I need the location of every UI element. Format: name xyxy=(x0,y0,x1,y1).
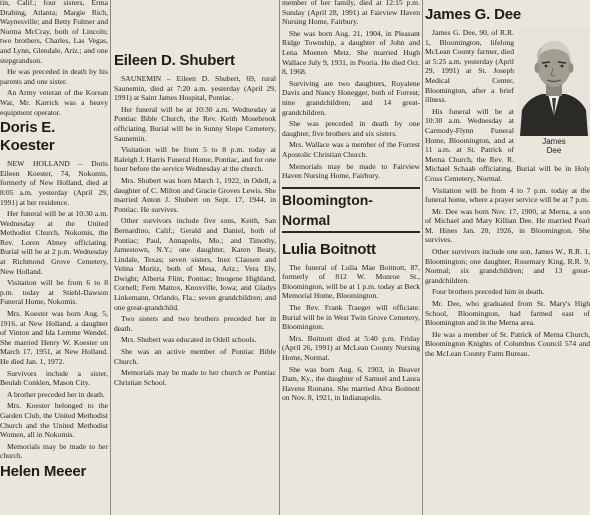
column-1 xyxy=(0,0,108,515)
column-4 xyxy=(425,0,590,515)
column-rule xyxy=(422,0,423,515)
obit-paragraph: Mrs. Shubert was educated in Odell schools. xyxy=(121,335,257,345)
obituary-headline: Eileen D. Shubert xyxy=(114,52,235,69)
column-3 xyxy=(282,0,420,515)
karrick-obituary-continuation xyxy=(0,0,108,117)
obit-paragraph: She was an active member of Pontiac Bible Church. xyxy=(114,347,276,366)
obit-paragraph: member of her family, died at 12:15 p.m. Sunday (April 28, 1991) at Fairview Haven Nursing Home, Fairbury. xyxy=(282,0,420,27)
column-rule xyxy=(110,0,111,515)
column-2 xyxy=(114,0,276,515)
obit-paragraph: She was born Aug. 21, 1904, in Pleasant Ridge Township, a daughter of John and Lena Moenen Metz. She married Hugh Wallace July 9, 1931, in Peoria. He died Oct. 8, 1968. xyxy=(282,28,420,77)
obit-paragraph: She was born Aug. 6, 1903, in Beaver Dam, Ky., the daughter of Samuel and Laura Havens Romans. She married Alva Boitnott on Nov. 8, 1921, in Indianapolis. xyxy=(282,364,420,403)
dee-obituary xyxy=(425,28,590,359)
obit-paragraph: tin, Calif.; four sisters, Erma Drabing, Atlanta; Margie Rich, Waynesville; and Betty Fulmer and Norma McCray, both of Lincoln; two brothers, Charles, Las Vegas, and Lynn, Glendale, Ariz.; and one stepgrandson. xyxy=(0,0,108,65)
obit-paragraph: Other survivors include one son, James W., R.R. 1, Bloomington; one daughter, Rosemary King, R.R. 9, Normal; six grandchildren; and 13 great-grandchildren. xyxy=(425,247,590,285)
obit-paragraph: SAUNEMIN – Eileen D. Shubert, 69, rural Saunemin, died at 7:20 a.m. yesterday (April 29, 1991) at Saint James Hospital, Pontiac. xyxy=(114,74,276,103)
obit-paragraph: An Army veteran of the Korean War, Mr. Karrick was a heavy equipment operator. xyxy=(0,88,108,117)
obit-paragraph: Other survivors include five sons, Keith, San Bernardino, Calif.; Gerald and Daniel, both of Pontiac; Paul, Annapolis, Mo.; and Timothy, Jamestown, N.Y.; one daughter, Karen Beaty, Lindale, Texas; seven sisters, Inez Clausen and Velma Moritz, both of Mesa, Ariz.; Vera Ely, Dwight; Alberta Flint, Pontiac; Imogene Highland, Cornell; Fern Mattox, Knoxville, Iowa; and Gladys Linkemann, Orlando, Fla.; seven grandchildren; and one great-grandchild. xyxy=(114,216,276,312)
photo-caption-line: Dee xyxy=(546,146,562,155)
obit-paragraph: Mr. Dee, who graduated from St. Mary's High School, Bloomington, had farmed east of Bloomington and in the Merna area. xyxy=(425,299,590,328)
obit-paragraph: Mrs. Koester belonged to the Garden Club, the United Methodist Church and the United Methodist Women, all in Nokomis. xyxy=(0,401,108,440)
obit-paragraph: The funeral of Lulia Mae Boitnott, 87, formerly of 812 W. Monroe St., Bloomington, will be at 1 p.m. today at Beck Memorial Home, Bloomington. xyxy=(282,262,420,301)
obit-paragraph: He was preceded in death by his parents and one sister. xyxy=(0,67,108,86)
obituary-headline: James G. Dee xyxy=(425,6,521,23)
wallace-obituary-continuation xyxy=(282,0,420,181)
obit-paragraph: Survivors include a sister, Beulah Conklen, Mason City. xyxy=(0,368,108,388)
obit-paragraph: Mr. Dee was born Nov. 17, 1900, at Merna, a son of Michael and Mary Killian Dee. He married Pearl M. Hines Jan. 20, 1926, in Bloomington. She survives. xyxy=(425,206,590,245)
photo-caption-line: James xyxy=(542,137,566,146)
obit-paragraph: His funeral will be at 10:30 a.m. Wednesday at Carmody-Flynn Funeral Home, Bloomington, and at 11 a.m. at St. Patrick of Merna Church, the Rev. R. Michael Schaab officiating. Burial will be in Holy Cross Cemetery, Normal. xyxy=(425,106,590,183)
obit-paragraph: She was preceded in death by one daughter, five brothers and six sisters. xyxy=(282,119,420,138)
boitnott-obituary xyxy=(282,263,420,403)
obit-paragraph: Visitation will be from 5 to 8 p.m. today at Raleigh J. Harris Funeral Home, Pontiac, and for one hour before the service Wednesday at the church. xyxy=(114,145,276,174)
obit-paragraph: A brother preceded her in death. xyxy=(7,389,105,399)
koester-obituary xyxy=(0,159,108,461)
obit-paragraph: Memorials may be made to her church. xyxy=(0,441,108,461)
obit-paragraph: He was a member of St. Patrick of Merna Church, Bloomington Knights of Columbus Council 574 and the McLean County Farm Bureau. xyxy=(425,329,590,358)
section-heading: Bloomington-Normal xyxy=(282,187,420,233)
obit-paragraph: Four brothers preceded him in death. xyxy=(432,287,545,297)
obit-paragraph: Her funeral will be at 10:30 a.m. Wednesday at Pontiac Bible Church, the Rev. Keith Mosebrook officiating. Burial will be in Sunny Slope Cemetery, Saunemin. xyxy=(114,104,276,143)
obit-paragraph: Mrs. Shubert was born March 1, 1922, in Odell, a daughter of C. Milton and Gracie Groves Lewis. She married Anton J. Shubert on Sept. 17, 1944, in Pontiac. He survives. xyxy=(114,175,276,214)
obit-paragraph: Visitation will be from 4 to 7 p.m. today at the funeral home, where a prayer service will be at 7 p.m. xyxy=(425,185,590,205)
photo-caption xyxy=(518,137,590,155)
obit-paragraph: Memorials may be made to her church or Pontiac Christian School. xyxy=(114,368,276,387)
obit-paragraph: Mrs. Boitnott died at 5:40 p.m. Friday (April 26, 1991) at McLean County Nursing Home, Normal. xyxy=(282,333,420,363)
obituary-headline: Lulia Boitnott xyxy=(282,240,376,258)
man-portrait-image xyxy=(518,28,590,136)
column-rule xyxy=(279,0,280,515)
obit-paragraph: Her funeral will be at 10:30 a.m. Wednesday at the United Methodist Church, Nokomis, the Rev. Loren Abney officiating. Burial will be at 2 p.m. Wednesday at Richmond Grove Cemetery, New Holland. xyxy=(0,209,108,276)
portrait-photo xyxy=(518,28,590,155)
obituary-headline: Doris E. Koester xyxy=(0,119,56,155)
obit-paragraph: NEW HOLLAND – Doris Eileen Koester, 74, Nokomis, formerly of New Holland, died at 8:05 a.m. yesterday (April 29, 1991) at her residence. xyxy=(0,159,108,207)
obituary-headline-partial: Helen Meeer xyxy=(0,462,87,480)
obit-paragraph: Memorials may be made to Fairview Haven Nursing Home, Fairbury. xyxy=(282,161,420,181)
obit-paragraph: Visitation will be from 6 to 8 p.m. today at Stiehl-Dawson Funeral Home, Nokomis. xyxy=(0,278,108,307)
obit-paragraph: Surviving are two daughters, Royalene Davis and Nancy Honegger, both of Forrest; nine grandchildren; and 14 great-grandchildren. xyxy=(282,78,420,117)
obit-paragraph: Mrs. Wallace was a member of the Forrest Apostolic Christian Church. xyxy=(282,140,420,159)
obit-paragraph: James G. Dee, 90, of R.R. 1, Bloomington, lifelong McLean County farmer, died at 5:25 a.m. yesterday (April 29, 1991) at St. Joseph Medical Center, Bloomington, after a brief illness. xyxy=(425,28,514,105)
obit-paragraph: Two sisters and two brothers preceded her in death. xyxy=(114,314,276,333)
obit-paragraph: Mrs. Koester was born Aug. 5, 1916, at New Holland, a daughter of Vinton and Ida Lemme Wendel. She married Henry W. Koester on March 17, 1951, at New Holland. He died Jan. 1, 1972. xyxy=(0,309,108,366)
shubert-obituary xyxy=(114,74,276,387)
obit-paragraph: The Rev. Frank Traeger will officiate. Burial will be in West Twin Grove Cemetery, Bloomington. xyxy=(282,303,420,332)
